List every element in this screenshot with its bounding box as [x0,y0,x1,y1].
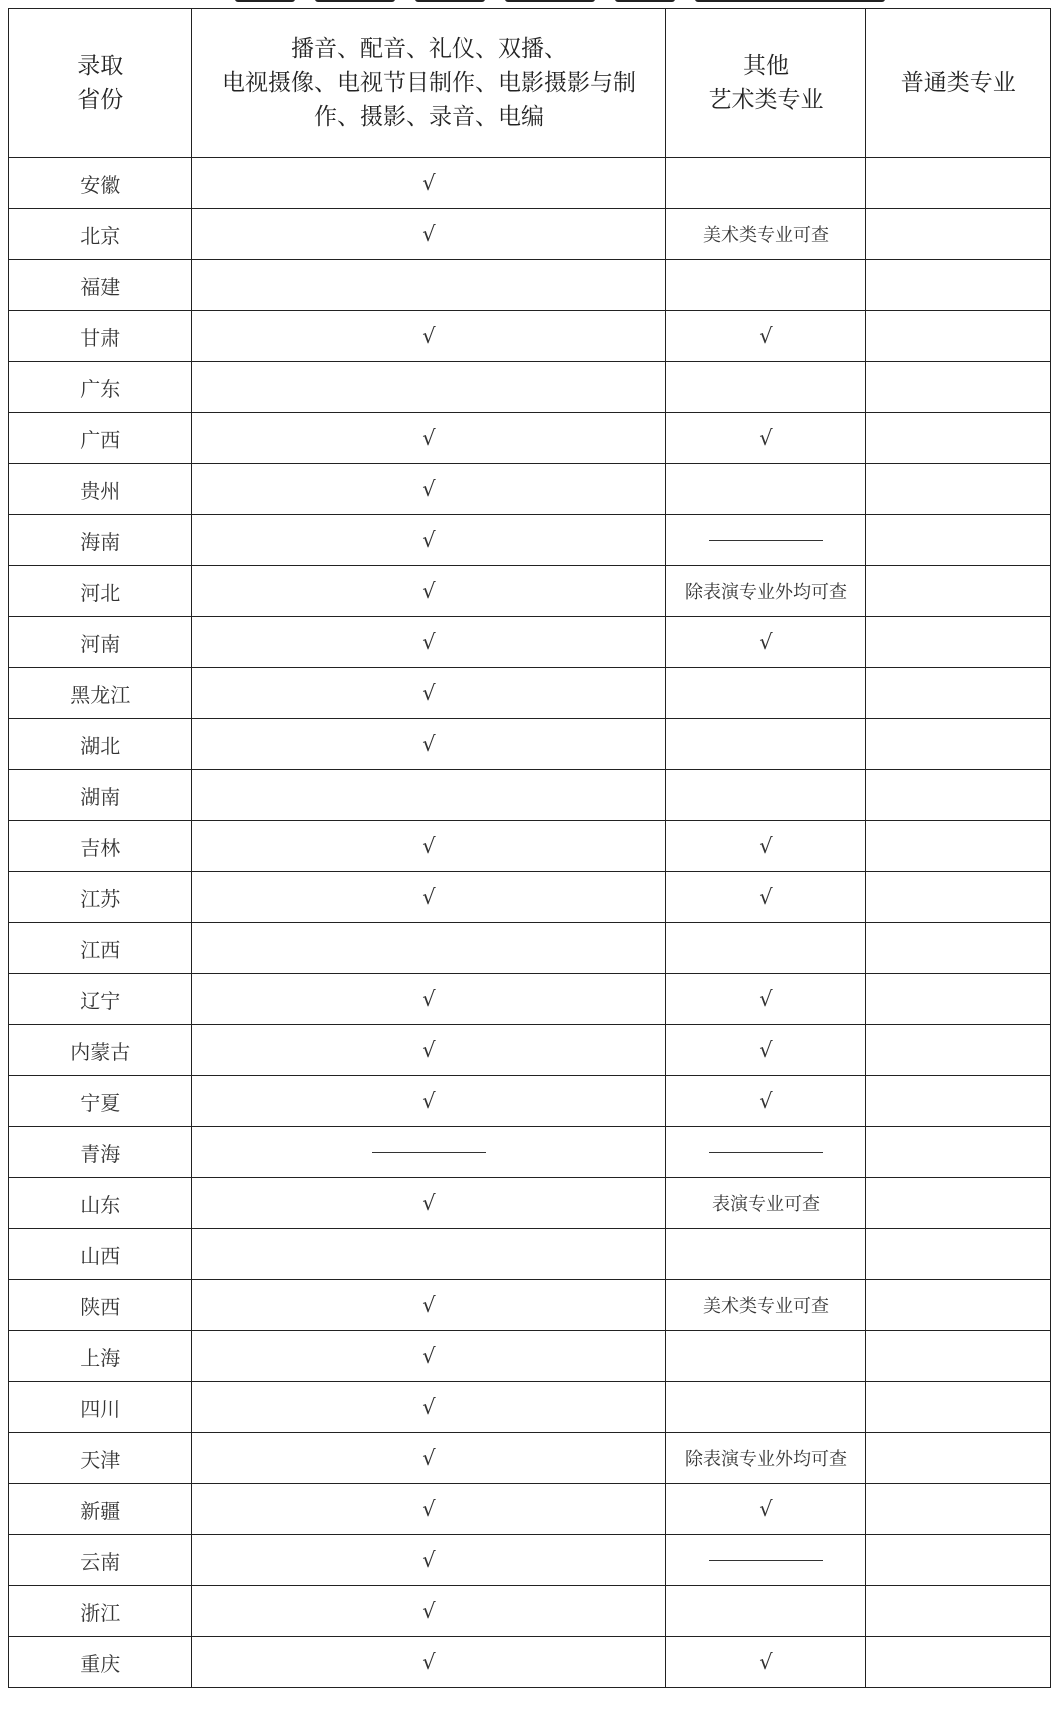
province-name: 吉林 [80,835,121,860]
check-mark: √ [759,885,773,909]
other-art-majors-cell [666,515,866,566]
general-majors-cell [866,923,1051,974]
province-name: 浙江 [80,1600,121,1625]
province-cell [9,719,192,770]
other-art-majors-cell [666,872,866,923]
header-row [9,9,1051,158]
broadcast-majors-cell [192,1535,666,1586]
table-row [9,1433,1051,1484]
check-mark: √ [422,1446,436,1470]
not-available-dash [709,1152,823,1153]
general-majors-cell [866,1433,1051,1484]
general-majors-cell [866,668,1051,719]
province-cell [9,209,192,260]
broadcast-majors-cell [192,413,666,464]
check-mark: √ [422,987,436,1011]
broadcast-majors-cell [192,1382,666,1433]
check-mark: √ [422,324,436,348]
check-mark: √ [422,630,436,654]
table-row [9,1127,1051,1178]
other-art-majors-cell [666,1586,866,1637]
broadcast-majors-cell [192,1484,666,1535]
province-name: 福建 [80,274,121,299]
check-mark: √ [422,1497,436,1521]
general-majors-cell [866,1280,1051,1331]
broadcast-majors-cell [192,1331,666,1382]
province-name: 安徽 [80,172,121,197]
general-majors-cell [866,413,1051,464]
other-art-majors-cell [666,668,866,719]
province-cell [9,464,192,515]
cropped-title-remnant [0,0,1057,8]
other-art-majors-cell [666,1637,866,1688]
table-row [9,821,1051,872]
province-cell [9,974,192,1025]
province-cell [9,311,192,362]
table-row [9,311,1051,362]
general-majors-cell [866,158,1051,209]
table-row [9,1637,1051,1688]
check-mark: √ [759,834,773,858]
other-art-majors-cell [666,158,866,209]
table-row [9,1382,1051,1433]
check-mark: √ [759,1497,773,1521]
province-name: 宁夏 [80,1090,121,1115]
table-row [9,1484,1051,1535]
broadcast-majors-cell [192,668,666,719]
general-majors-cell [866,1229,1051,1280]
province-name: 新疆 [80,1498,121,1523]
general-majors-cell [866,872,1051,923]
broadcast-majors-cell [192,1637,666,1688]
other-art-majors-cell [666,974,866,1025]
province-name: 上海 [80,1345,121,1370]
check-mark: √ [759,426,773,450]
check-mark: √ [422,834,436,858]
other-art-majors-cell [666,1076,866,1127]
province-name: 山西 [80,1243,121,1268]
header-general-majors: 普通类专业 [866,9,1051,158]
general-majors-cell [866,566,1051,617]
broadcast-majors-cell [192,1076,666,1127]
general-majors-cell [866,1535,1051,1586]
province-name: 山东 [80,1192,121,1217]
broadcast-majors-cell [192,209,666,260]
check-mark: √ [759,1038,773,1062]
check-mark: √ [422,1344,436,1368]
other-art-majors-cell [666,1280,866,1331]
other-art-majors-cell [666,464,866,515]
table-row [9,209,1051,260]
province-name: 辽宁 [80,988,121,1013]
not-available-dash [709,1560,823,1561]
province-name: 内蒙古 [70,1039,131,1064]
note-text: 美术类专业可查 [702,225,829,246]
province-cell [9,515,192,566]
not-available-dash [372,1152,486,1153]
general-majors-cell [866,974,1051,1025]
broadcast-majors-cell [192,260,666,311]
province-cell [9,1433,192,1484]
check-mark: √ [422,1089,436,1113]
province-cell [9,1025,192,1076]
province-name: 北京 [80,223,121,248]
province-name: 甘肃 [80,325,121,350]
other-art-majors-cell [666,1484,866,1535]
check-mark: √ [759,630,773,654]
other-art-majors-cell [666,260,866,311]
check-mark: √ [422,222,436,246]
table-row [9,566,1051,617]
province-name: 陕西 [80,1294,121,1319]
province-cell [9,362,192,413]
broadcast-majors-cell [192,617,666,668]
general-majors-cell [866,1586,1051,1637]
broadcast-majors-cell [192,872,666,923]
other-art-majors-cell [666,1433,866,1484]
province-name: 广东 [80,376,121,401]
other-art-majors-cell [666,923,866,974]
general-majors-cell [866,1025,1051,1076]
check-mark: √ [422,1293,436,1317]
province-cell [9,1229,192,1280]
general-majors-cell [866,719,1051,770]
other-art-majors-cell [666,1331,866,1382]
broadcast-majors-cell [192,1229,666,1280]
province-cell [9,1331,192,1382]
table-row [9,1178,1051,1229]
note-text: 除表演专业外均可查 [684,582,847,603]
province-name: 江西 [80,937,121,962]
table-row [9,413,1051,464]
other-art-majors-cell [666,1025,866,1076]
province-cell [9,413,192,464]
province-name: 天津 [80,1447,121,1472]
general-majors-cell [866,1127,1051,1178]
other-art-majors-cell [666,566,866,617]
province-name: 黑龙江 [70,682,131,707]
province-cell [9,1484,192,1535]
other-art-majors-cell [666,617,866,668]
not-available-dash [709,540,823,541]
check-mark: √ [422,426,436,450]
header-broadcast-majors: 播音、配音、礼仪、双播、 电视摄像、电视节目制作、电影摄影与制 作、摄影、录音、电编 [192,9,666,158]
province-name: 青海 [80,1141,121,1166]
broadcast-majors-cell [192,1025,666,1076]
table-row [9,1025,1051,1076]
table-row [9,1229,1051,1280]
general-majors-cell [866,1382,1051,1433]
province-name: 贵州 [80,478,121,503]
table-row [9,464,1051,515]
province-cell [9,1280,192,1331]
table-row [9,974,1051,1025]
province-cell [9,1637,192,1688]
other-art-majors-cell [666,719,866,770]
table-row [9,719,1051,770]
general-majors-cell [866,209,1051,260]
note-text: 美术类专业可查 [702,1296,829,1317]
table-row [9,1586,1051,1637]
province-cell [9,770,192,821]
broadcast-majors-cell [192,1433,666,1484]
broadcast-majors-cell [192,923,666,974]
general-majors-cell [866,1331,1051,1382]
check-mark: √ [422,1038,436,1062]
check-mark: √ [422,171,436,195]
province-name: 湖北 [80,733,121,758]
general-majors-cell [866,515,1051,566]
other-art-majors-cell [666,311,866,362]
province-cell [9,1535,192,1586]
broadcast-majors-cell [192,821,666,872]
other-art-majors-cell [666,1127,866,1178]
header-other-art-majors: 其他 艺术类专业 [666,9,866,158]
other-art-majors-cell [666,1229,866,1280]
check-mark: √ [759,987,773,1011]
general-majors-cell [866,1076,1051,1127]
broadcast-majors-cell [192,1127,666,1178]
province-cell [9,1178,192,1229]
province-cell [9,668,192,719]
general-majors-cell [866,1178,1051,1229]
check-mark: √ [759,324,773,348]
table-row [9,770,1051,821]
check-mark: √ [422,681,436,705]
province-cell [9,617,192,668]
other-art-majors-cell [666,1382,866,1433]
general-majors-cell [866,362,1051,413]
province-cell [9,158,192,209]
table-row [9,158,1051,209]
check-mark: √ [422,579,436,603]
broadcast-majors-cell [192,515,666,566]
general-majors-cell [866,311,1051,362]
other-art-majors-cell [666,362,866,413]
province-name: 河北 [80,580,121,605]
province-name: 江苏 [80,886,121,911]
table-row [9,668,1051,719]
table-row [9,1535,1051,1586]
broadcast-majors-cell [192,1280,666,1331]
province-name: 广西 [80,427,121,452]
check-mark: √ [422,477,436,501]
header-province: 录取 省份 [9,9,192,158]
province-cell [9,1586,192,1637]
broadcast-majors-cell [192,566,666,617]
table-body [9,158,1051,1688]
check-mark: √ [422,1548,436,1572]
province-name: 河南 [80,631,121,656]
table-row [9,362,1051,413]
broadcast-majors-cell [192,719,666,770]
province-cell [9,1382,192,1433]
province-cell [9,260,192,311]
note-text: 表演专业可查 [711,1194,820,1215]
table-row [9,617,1051,668]
general-majors-cell [866,770,1051,821]
broadcast-majors-cell [192,1178,666,1229]
check-mark: √ [422,1191,436,1215]
general-majors-cell [866,1637,1051,1688]
check-mark: √ [422,732,436,756]
other-art-majors-cell [666,1178,866,1229]
province-name: 重庆 [80,1651,121,1676]
province-cell [9,821,192,872]
admission-query-table [8,8,1051,1688]
check-mark: √ [422,1395,436,1419]
province-name: 四川 [80,1396,121,1421]
province-name: 海南 [80,529,121,554]
province-cell [9,1076,192,1127]
check-mark: √ [759,1650,773,1674]
table-row [9,923,1051,974]
broadcast-majors-cell [192,311,666,362]
check-mark: √ [759,1089,773,1113]
table-row [9,1280,1051,1331]
check-mark: √ [422,1599,436,1623]
province-name: 湖南 [80,784,121,809]
province-cell [9,872,192,923]
table-row [9,1076,1051,1127]
other-art-majors-cell [666,770,866,821]
general-majors-cell [866,1484,1051,1535]
broadcast-majors-cell [192,770,666,821]
province-cell [9,1127,192,1178]
general-majors-cell [866,464,1051,515]
table-row [9,872,1051,923]
general-majors-cell [866,617,1051,668]
other-art-majors-cell [666,1535,866,1586]
other-art-majors-cell [666,413,866,464]
table-row [9,515,1051,566]
broadcast-majors-cell [192,974,666,1025]
note-text: 除表演专业外均可查 [684,1449,847,1470]
general-majors-cell [866,260,1051,311]
table-row [9,260,1051,311]
general-majors-cell [866,821,1051,872]
other-art-majors-cell [666,209,866,260]
check-mark: √ [422,528,436,552]
other-art-majors-cell [666,821,866,872]
table-row [9,1331,1051,1382]
check-mark: √ [422,1650,436,1674]
broadcast-majors-cell [192,464,666,515]
broadcast-majors-cell [192,158,666,209]
broadcast-majors-cell [192,1586,666,1637]
province-cell [9,923,192,974]
broadcast-majors-cell [192,362,666,413]
province-name: 云南 [80,1549,121,1574]
check-mark: √ [422,885,436,909]
province-cell [9,566,192,617]
